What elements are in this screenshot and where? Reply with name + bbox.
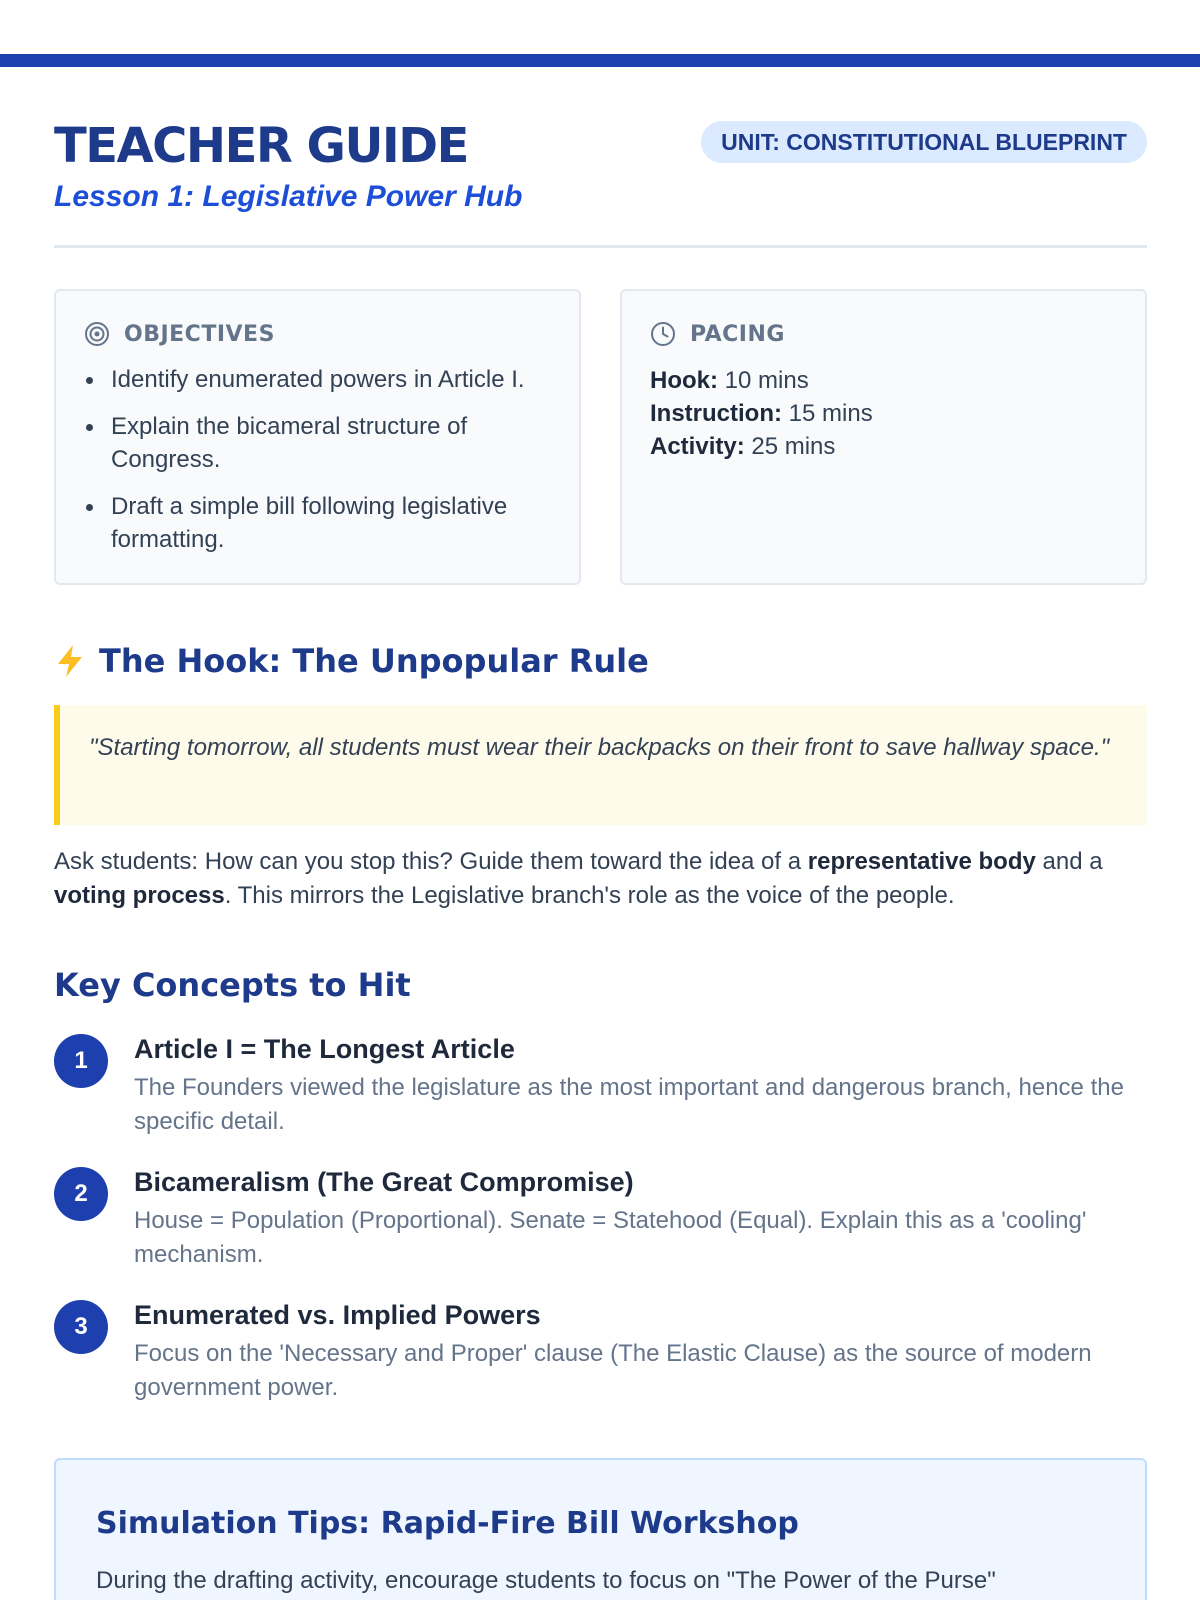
target-icon	[84, 321, 110, 347]
pacing-label: Instruction:	[650, 400, 782, 427]
pacing-card	[620, 289, 1147, 585]
concept-description: Focus on the 'Necessary and Proper' clause (The Elastic Clause) as the source of modern government power.	[134, 1340, 1092, 1401]
hook-paragraph	[54, 845, 1147, 913]
paragraph-emphasis: representative body	[807, 848, 1036, 875]
pacing-label: Activity:	[650, 433, 745, 460]
hook-quote: "Starting tomorrow, all students must wear their backpacks on their front to save hallway space."	[54, 705, 1147, 825]
step-number-badge: 1	[54, 1034, 108, 1088]
clock-icon	[650, 321, 676, 347]
concept-title: Bicameralism (The Great Compromise)	[134, 1167, 634, 1197]
top-accent-bar	[0, 54, 1200, 67]
lesson-subtitle: Lesson 1: Legislative Power Hub	[54, 180, 523, 213]
tips-text: During the drafting activity, encourage students to focus on "The Power of the Purse"	[96, 1567, 996, 1594]
concept-description: House = Population (Proportional). Senate = Statehood (Equal). Explain this as a 'cooling' mechanism.	[134, 1207, 1087, 1268]
concept-title: Article I = The Longest Article	[134, 1034, 515, 1064]
pacing-heading: PACING	[690, 321, 785, 347]
step-number-badge: 3	[54, 1300, 108, 1354]
simulation-tips-box	[54, 1458, 1147, 1600]
pacing-row-instruction	[650, 397, 873, 430]
page-title: TEACHER GUIDE	[54, 118, 468, 174]
pacing-value: 25 mins	[751, 433, 836, 460]
pacing-list	[650, 364, 873, 463]
hook-heading	[54, 642, 649, 680]
unit-badge: UNIT: CONSTITUTIONAL BLUEPRINT	[701, 121, 1147, 163]
list-item: Identify enumerated powers in Article I.	[84, 363, 554, 396]
paragraph-emphasis: voting process	[54, 882, 225, 909]
hook-title: The Hook: The Unpopular Rule	[99, 642, 649, 680]
pacing-header	[650, 321, 785, 347]
list-item: Explain the bicameral structure of Congress.	[84, 410, 554, 476]
concept-title: Enumerated vs. Implied Powers	[134, 1300, 541, 1330]
list-item: Draft a simple bill following legislative formatting.	[84, 490, 554, 556]
paragraph-text: . This mirrors the Legislative branch's role as the voice of the people.	[224, 882, 955, 909]
paragraph-text: and a	[1035, 848, 1103, 875]
pacing-row-hook	[650, 364, 873, 397]
paragraph-text: Ask students: How can you stop this? Guide them toward the idea of a	[54, 848, 808, 875]
pacing-value: 15 mins	[788, 400, 873, 427]
tips-title: Simulation Tips: Rapid-Fire Bill Workshop	[96, 1506, 799, 1541]
step-number-badge: 2	[54, 1167, 108, 1221]
objectives-header	[84, 321, 275, 347]
objectives-heading: OBJECTIVES	[124, 321, 275, 347]
pacing-value: 10 mins	[724, 367, 809, 394]
pacing-row-activity	[650, 430, 873, 463]
objectives-list	[84, 363, 554, 570]
lightning-icon	[54, 643, 86, 679]
objectives-card	[54, 289, 581, 585]
concepts-heading: Key Concepts to Hit	[54, 966, 411, 1004]
page-header	[54, 118, 1147, 248]
pacing-label: Hook:	[650, 367, 718, 394]
header-divider	[54, 245, 1147, 248]
concept-description: The Founders viewed the legislature as the most important and dangerous branch, hence the specific detail.	[134, 1074, 1124, 1135]
